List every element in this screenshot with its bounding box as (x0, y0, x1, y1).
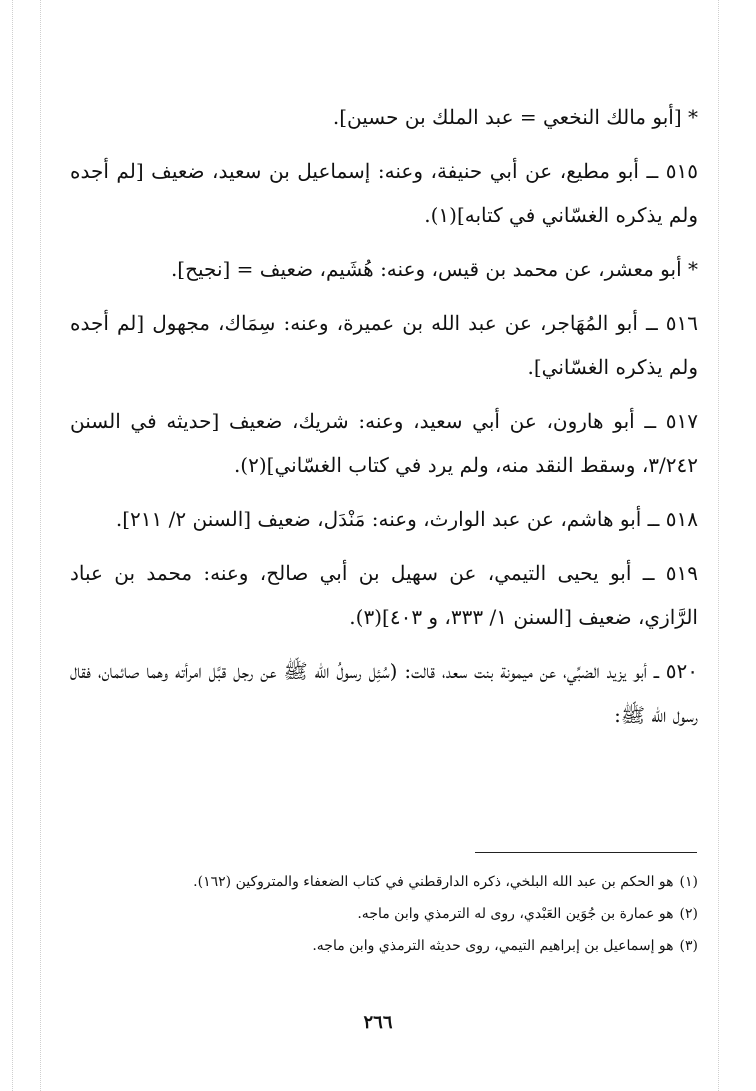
margin-guide-right (718, 0, 720, 1091)
footnote-number: (١) (679, 874, 698, 890)
footnote (70, 930, 698, 962)
footnote-text: هو الحكم بن عبد الله البلخي، ذكره الدارقطني في كتاب الضعفاء والمتروكين (١٦٢). (193, 874, 674, 890)
entry: ٥٢٠ ــ أبو يزيد الضبِّي، عن ميمونة بنت سعد، قالت: (سُئِل رسولُ الله ﷺ عن رجل قبَّل امرأته وهما صائمان، فقال رسول الله ﷺ: (70, 659, 698, 727)
entry: ٥١٦ ــ أبو المُهَاجر، عن عبد الله بن عميرة، وعنه: سِمَاك، مجهول [لم أجده ولم يذكره الغسّاني]. (70, 311, 699, 379)
footnote-divider (475, 852, 697, 853)
footnote (70, 866, 698, 898)
footnote-number: (٢) (679, 906, 698, 922)
entry: ٥١٩ ــ أبو يحيى التيمي، عن سهيل بن أبي صالح، وعنه: محمد بن عباد الرَّازي، ضعيف [السنن ١/ ٣٣٣، و ٤٠٣](٣). (70, 561, 698, 629)
entry: ٥١٨ ــ أبو هاشم، عن عبد الوارث، وعنه: مَنْدَل، ضعيف [السنن ٢/ ٢١١]. (115, 507, 698, 531)
margin-guide-left (40, 0, 42, 1091)
entry: ٥١٥ ــ أبو مطيع، عن أبي حنيفة، وعنه: إسماعيل بن سعيد، ضعيف [لم أجده ولم يذكره الغسّاني في كتابه](١). (70, 159, 698, 227)
entry: * [أبو مالك النخعي = عبد الملك بن حسين]. (332, 105, 698, 129)
footnote-number: (٣) (679, 938, 698, 954)
footnote-text: هو إسماعيل بن إبراهيم التيمي، روى حديثه الترمذي وابن ماجه. (312, 938, 674, 954)
footnote (70, 898, 698, 930)
footnote-text: هو عمارة بن جُوَين العَبْدي، روى له الترمذي وابن ماجه. (357, 906, 674, 922)
entry: * أبو معشر، عن محمد بن قيس، وعنه: هُشَيم، ضعيف = [نجيح]. (170, 257, 698, 281)
margin-guide-left-outer (12, 0, 14, 1091)
main-text (70, 95, 698, 737)
page-number: ٢٦٦ (363, 1012, 393, 1033)
entry: ٥١٧ ــ أبو هارون، عن أبي سعيد، وعنه: شريك، ضعيف [حديثه في السنن ٣/٢٤٢، وسقط النقد منه، ولم يرد في كتاب الغسّاني](٢). (70, 409, 698, 477)
footnotes (70, 866, 698, 962)
